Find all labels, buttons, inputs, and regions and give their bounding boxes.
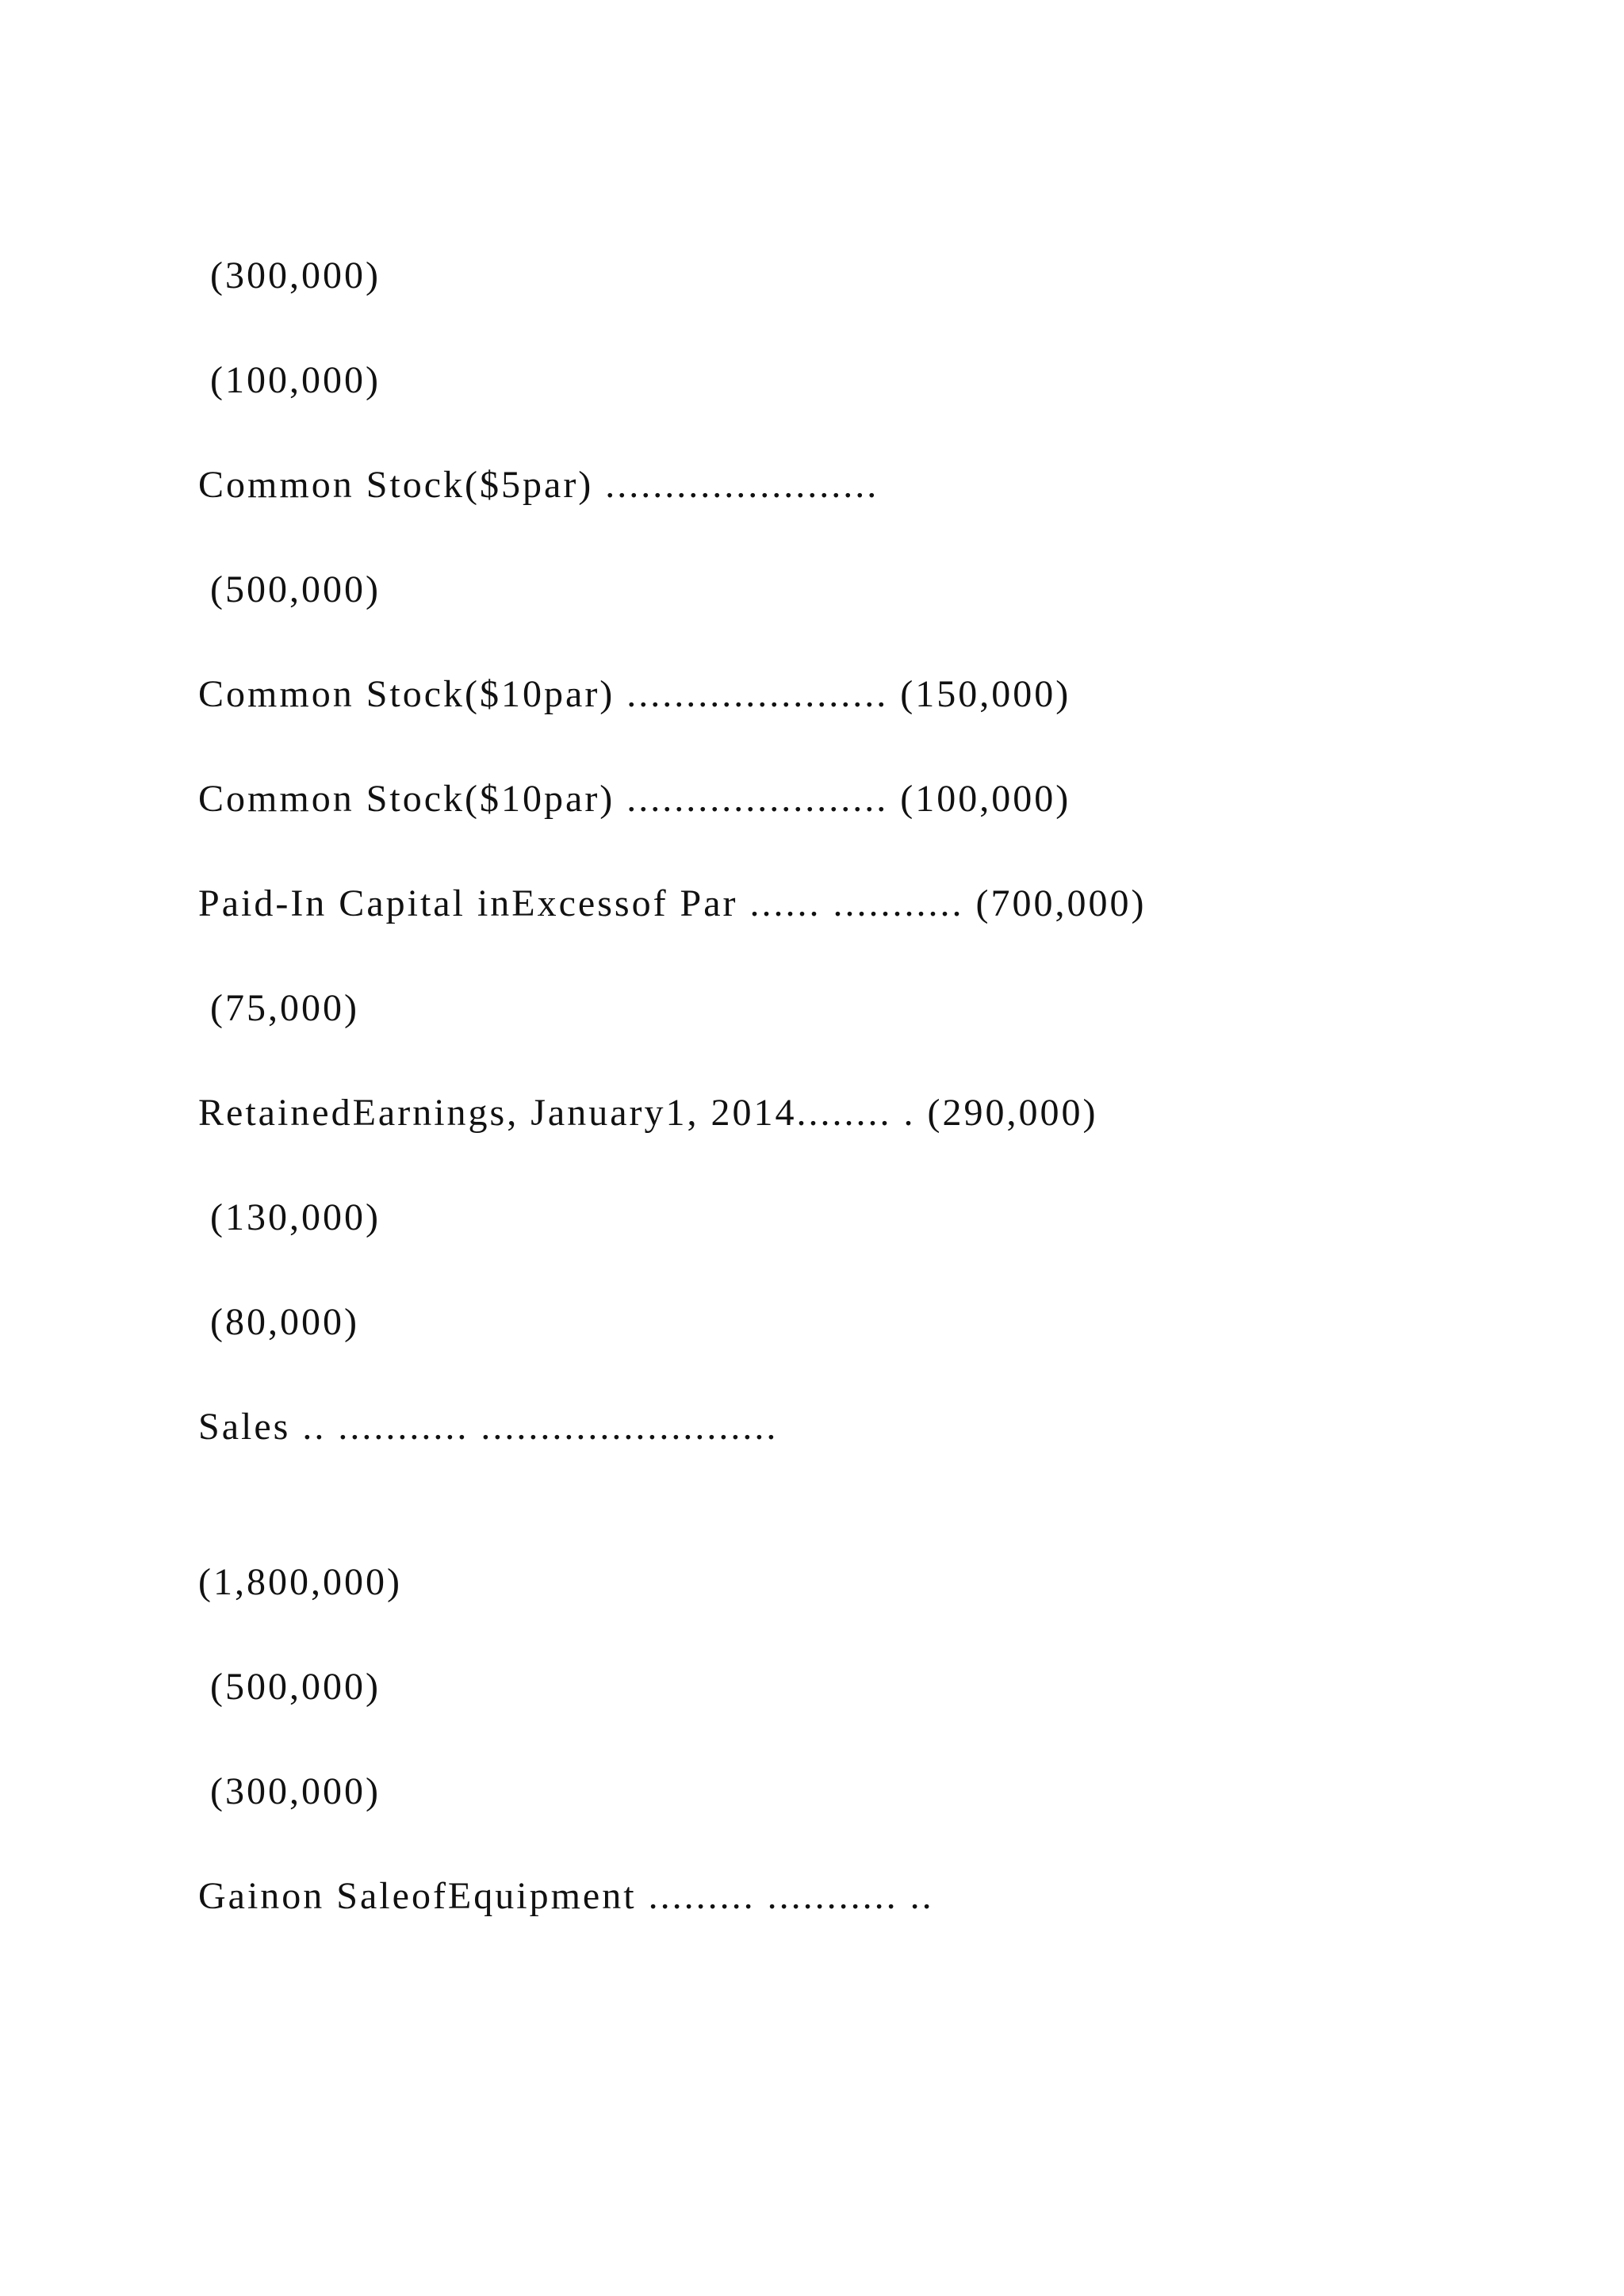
text-line: (75,000) <box>198 987 359 1029</box>
text-line: (500,000) <box>198 1666 381 1708</box>
text-line: (500,000) <box>198 568 381 610</box>
text-line: Gainon SaleofEquipment ......... ........... .. <box>198 1875 934 1917</box>
text-line: Sales .. ........... ......................... <box>198 1406 779 1448</box>
text-line: (130,000) <box>198 1196 381 1238</box>
text-line: Common Stock($10par) ...................... (100,000) <box>198 778 1071 820</box>
text-line: (300,000) <box>198 1770 381 1812</box>
text-line: Common Stock($5par) ....................... <box>198 464 879 506</box>
text-line: Common Stock($10par) ...................... (150,000) <box>198 673 1071 715</box>
text-line: (80,000) <box>198 1301 359 1343</box>
text-line: RetainedEarnings, January1, 2014........ . (290,000) <box>198 1092 1098 1134</box>
text-line: (300,000) <box>198 254 381 297</box>
text-line: Paid-In Capital inExcessof Par ...... ........... (700,000) <box>198 882 1147 924</box>
text-line: (1,800,000) <box>198 1561 402 1603</box>
text-line: (100,000) <box>198 359 381 401</box>
